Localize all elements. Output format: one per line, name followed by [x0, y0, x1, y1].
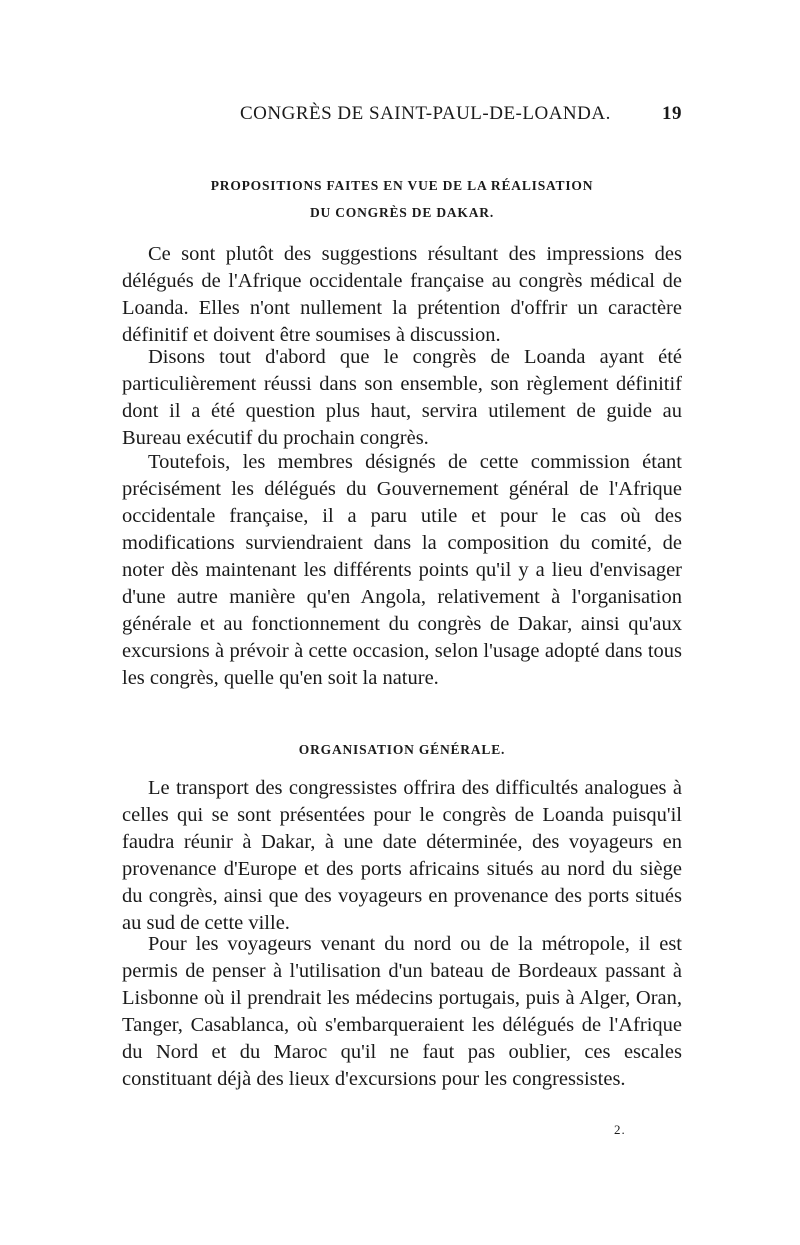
section-heading-line: ORGANISATION GÉNÉRALE. — [298, 742, 506, 757]
paragraph: Ce sont plutôt des suggestions résultant des impressions des délégués de l'Afrique occidentale française au congrès médical de Loanda. Elles n'ont nullement la prétention d'offrir un caractère définitif et doivent être soumises à discussion. — [122, 243, 682, 346]
paragraph: Pour les voyageurs venant du nord ou de la métropole, il est permis de penser à l'utilisation d'un bateau de Bordeaux passant à Lisbonne où il prendrait les médecins portugais, puis à Alger, Oran, Tanger, Casablanca, où s'embarqueraient les délégués de l'Afrique du Nord et du Maroc qu'il ne faut pas oublier, ces escales constituant déjà des lieux d'excursions pour les congressistes. — [122, 933, 682, 1090]
section-heading-line: PROPOSITIONS FAITES EN VUE DE LA RÉALISATION — [210, 178, 594, 193]
printer-signature-mark: 2. — [614, 1122, 626, 1137]
running-title: CONGRÈS DE SAINT-PAUL-DE-LOANDA. — [240, 103, 611, 124]
section-heading-propositions — [122, 172, 682, 226]
paragraph: Toutefois, les membres désignés de cette commission étant précisément les délégués du Gouvernement général de l'Afrique occidentale française, il a paru utile et pour le cas où des modifications surviendraient dans la composition du comité, de noter dès maintenant les différents points qu'il y a lieu d'envisager d'une autre manière qu'en Angola, relativement à l'organisation générale et au fonctionnement du congrès de Dakar, ainsi qu'aux excursions à prévoir à cette occasion, selon l'usage adopté dans tous les congrès, quelle qu'en soit la nature. — [122, 451, 682, 689]
paragraph: Le transport des congressistes offrira des difficultés analogues à celles qui se sont présentées pour le congrès de Loanda puisqu'il faudra réunir à Dakar, à une date déterminée, des voyageurs en provenance d'Europe et des ports africains situés au nord du siège du congrès, ainsi que des voyageurs en provenance des ports situés au sud de cette ville. — [122, 777, 682, 934]
page-number: 19 — [662, 103, 682, 124]
paragraph: Disons tout d'abord que le congrès de Loanda ayant été particulièrement réussi dans son ensemble, son règlement définitif dont il a été question plus haut, servira utilement de guide au Bureau exécutif du prochain congrès. — [122, 346, 682, 449]
section-heading-organisation — [122, 736, 682, 763]
section-heading-line: DU CONGRÈS DE DAKAR. — [309, 205, 494, 220]
running-header — [122, 103, 682, 131]
